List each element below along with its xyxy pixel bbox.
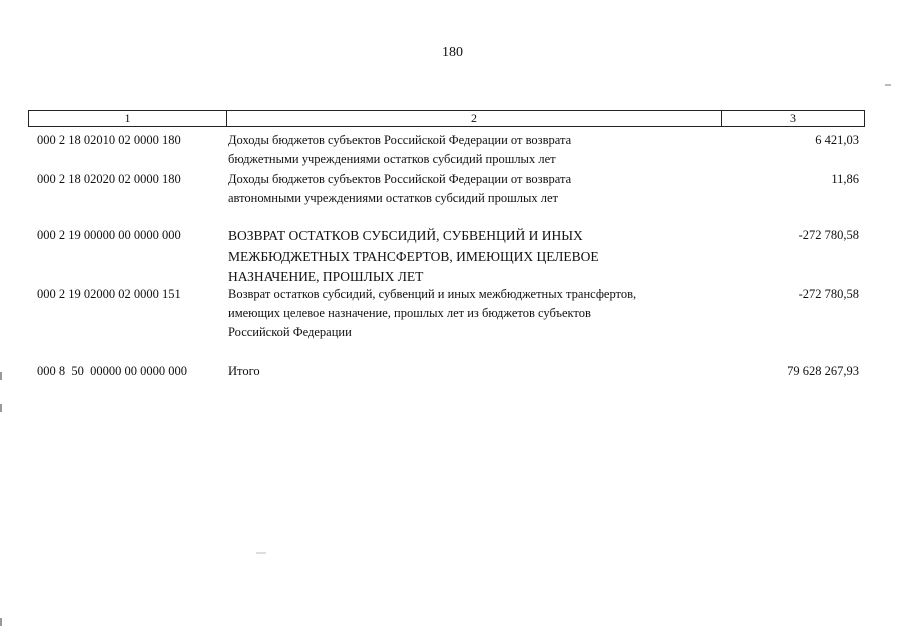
row-1-code: 000 2 18 02010 02 0000 180 — [37, 133, 181, 147]
row-1-amount: 6 421,03 — [815, 133, 859, 147]
table-header-col-1: 1 — [29, 111, 227, 126]
row-3-desc-line-3: НАЗНАЧЕНИЕ, ПРОШЛЫХ ЛЕТ — [228, 269, 424, 284]
page-number: 180 — [442, 45, 463, 60]
row-3-code: 000 2 19 00000 00 0000 000 — [37, 228, 181, 242]
scan-speck — [885, 84, 891, 86]
row-1-desc-line-2: бюджетными учреждениями остатков субсидий прошлых лет — [228, 152, 556, 166]
row-2-amount: 11,86 — [831, 172, 859, 186]
table-header-col-2: 2 — [227, 111, 722, 126]
row-1-desc-line-1: Доходы бюджетов субъектов Российской Федерации от возврата — [228, 133, 572, 147]
row-4-amount: -272 780,58 — [798, 287, 859, 301]
total-row-amount: 79 628 267,93 — [787, 364, 859, 378]
row-1-description — [228, 131, 571, 169]
scan-margin-mark — [0, 618, 2, 626]
table-header-col-3: 3 — [790, 111, 796, 125]
scan-margin-mark — [0, 372, 2, 380]
row-4-description — [228, 285, 636, 342]
row-2-desc-line-2: автономными учреждениями остатков субсидий прошлых лет — [228, 191, 558, 205]
row-3-desc-line-2: МЕЖБЮДЖЕТНЫХ ТРАНСФЕРТОВ, ИМЕЮЩИХ ЦЕЛЕВОЕ — [228, 248, 599, 264]
total-row-label: Итого — [228, 364, 260, 378]
row-3-amount: -272 780,58 — [798, 228, 859, 242]
row-3-description — [228, 226, 599, 288]
row-2-description — [228, 170, 571, 208]
row-4-desc-line-2: имеющих целевое назначение, прошлых лет из бюджетов субъектов — [228, 306, 591, 320]
table-header-row — [28, 110, 865, 127]
total-row-code: 000 8 50 00000 00 0000 000 — [37, 364, 187, 378]
total-row-description — [228, 362, 260, 381]
scan-speck — [256, 552, 266, 554]
row-2-desc-line-1: Доходы бюджетов субъектов Российской Федерации от возврата — [228, 172, 572, 186]
scan-margin-mark — [0, 404, 2, 412]
row-4-desc-line-1: Возврат остатков субсидий, субвенций и иных межбюджетных трансфертов, — [228, 287, 637, 301]
row-2-code: 000 2 18 02020 02 0000 180 — [37, 172, 181, 186]
row-4-code: 000 2 19 02000 02 0000 151 — [37, 287, 181, 301]
row-3-desc-line-1: ВОЗВРАТ ОСТАТКОВ СУБСИДИЙ, СУБВЕНЦИЙ И ИНЫХ — [228, 228, 583, 243]
row-4-desc-line-3: Российской Федерации — [228, 325, 352, 339]
